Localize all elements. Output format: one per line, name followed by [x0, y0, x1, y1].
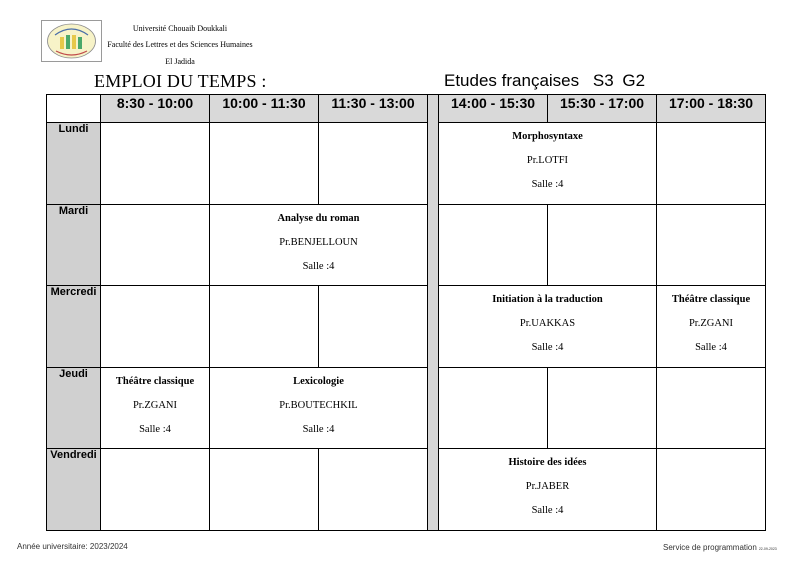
- day-label: Mercredi: [47, 286, 101, 368]
- time-slot-header: 15:30 - 17:00: [548, 95, 657, 123]
- course-name: Initiation à la traduction: [492, 294, 603, 305]
- day-row-lundi: [47, 123, 766, 205]
- course-cell: [657, 286, 766, 368]
- time-slot-header: 8:30 - 10:00: [101, 95, 210, 123]
- city-name: El Jadida: [165, 57, 195, 66]
- course-name: Histoire des idées: [508, 457, 587, 468]
- empty-slot: [210, 123, 319, 205]
- time-slot-header: 17:00 - 18:30: [657, 95, 766, 123]
- course-room: Salle :4: [302, 423, 335, 435]
- lunch-break-column: [428, 95, 439, 531]
- time-slot-header: 14:00 - 15:30: [439, 95, 548, 123]
- service-label: Service de programmation: [663, 543, 757, 552]
- course-cell: [439, 123, 657, 205]
- day-label: Vendredi: [47, 449, 101, 531]
- empty-slot: [548, 204, 657, 286]
- empty-slot: [657, 204, 766, 286]
- course-room: Salle :4: [531, 505, 564, 516]
- empty-slot: [439, 204, 548, 286]
- course-professor: Pr.UAKKAS: [519, 318, 576, 329]
- day-label: Lundi: [47, 123, 101, 205]
- day-row-vendredi: [47, 449, 766, 531]
- empty-slot: [319, 449, 428, 531]
- empty-slot: [319, 286, 428, 368]
- print-date: 22-09-2023: [758, 547, 777, 551]
- group-label: G2: [622, 71, 646, 90]
- course-room: Salle :4: [531, 342, 564, 353]
- program-info: [440, 71, 645, 91]
- empty-slot: [319, 123, 428, 205]
- program-name: Etudes françaises: [444, 71, 580, 90]
- course-name: Lexicologie: [293, 375, 344, 387]
- time-header-row: [47, 95, 766, 123]
- corner-cell: [47, 95, 101, 123]
- course-professor: Pr.ZGANI: [132, 399, 178, 411]
- course-cell: [210, 204, 428, 286]
- semester-label: S3: [592, 71, 614, 90]
- academic-year: Année universitaire: 2023/2024: [17, 542, 128, 551]
- university-name: Université Chouaib Doukkali: [132, 24, 228, 33]
- course-professor: Pr.BENJELLOUN: [279, 236, 358, 248]
- course-professor: Pr.JABER: [525, 481, 570, 492]
- course-professor: Pr.LOTFI: [526, 155, 569, 166]
- faculty-name: Faculté des Lettres et des Sciences Humaines: [107, 40, 253, 49]
- course-cell: [210, 367, 428, 449]
- university-seal-icon: [42, 21, 101, 61]
- empty-slot: [657, 449, 766, 531]
- course-room: Salle :4: [302, 260, 335, 272]
- course-cell: [439, 286, 657, 368]
- time-slot-header: 10:00 - 11:30: [210, 95, 319, 123]
- course-name: Théâtre classique: [115, 375, 195, 387]
- empty-slot: [439, 367, 548, 449]
- empty-slot: [101, 449, 210, 531]
- course-cell: [101, 367, 210, 449]
- programming-service: [663, 543, 777, 552]
- day-row-mardi: [47, 204, 766, 286]
- day-label: Jeudi: [47, 367, 101, 449]
- university-logo: [41, 20, 102, 62]
- empty-slot: [657, 123, 766, 205]
- course-name: Théâtre classique: [671, 294, 751, 305]
- day-row-jeudi: [47, 367, 766, 449]
- day-row-mercredi: [47, 286, 766, 368]
- day-label: Mardi: [47, 204, 101, 286]
- time-slot-header: 11:30 - 13:00: [319, 95, 428, 123]
- page-title: EMPLOI DU TEMPS :: [94, 71, 267, 91]
- timetable: [46, 94, 766, 531]
- empty-slot: [210, 286, 319, 368]
- course-room: Salle :4: [531, 179, 564, 190]
- empty-slot: [210, 449, 319, 531]
- course-name: Analyse du roman: [277, 212, 360, 224]
- empty-slot: [548, 367, 657, 449]
- empty-slot: [101, 204, 210, 286]
- empty-slot: [101, 286, 210, 368]
- course-cell: [439, 449, 657, 531]
- empty-slot: [657, 367, 766, 449]
- empty-slot: [101, 123, 210, 205]
- course-name: Morphosyntaxe: [512, 131, 583, 142]
- course-professor: Pr.ZGANI: [688, 318, 734, 329]
- course-professor: Pr.BOUTECHKIL: [279, 399, 358, 411]
- course-room: Salle :4: [695, 342, 727, 353]
- course-room: Salle :4: [139, 423, 171, 435]
